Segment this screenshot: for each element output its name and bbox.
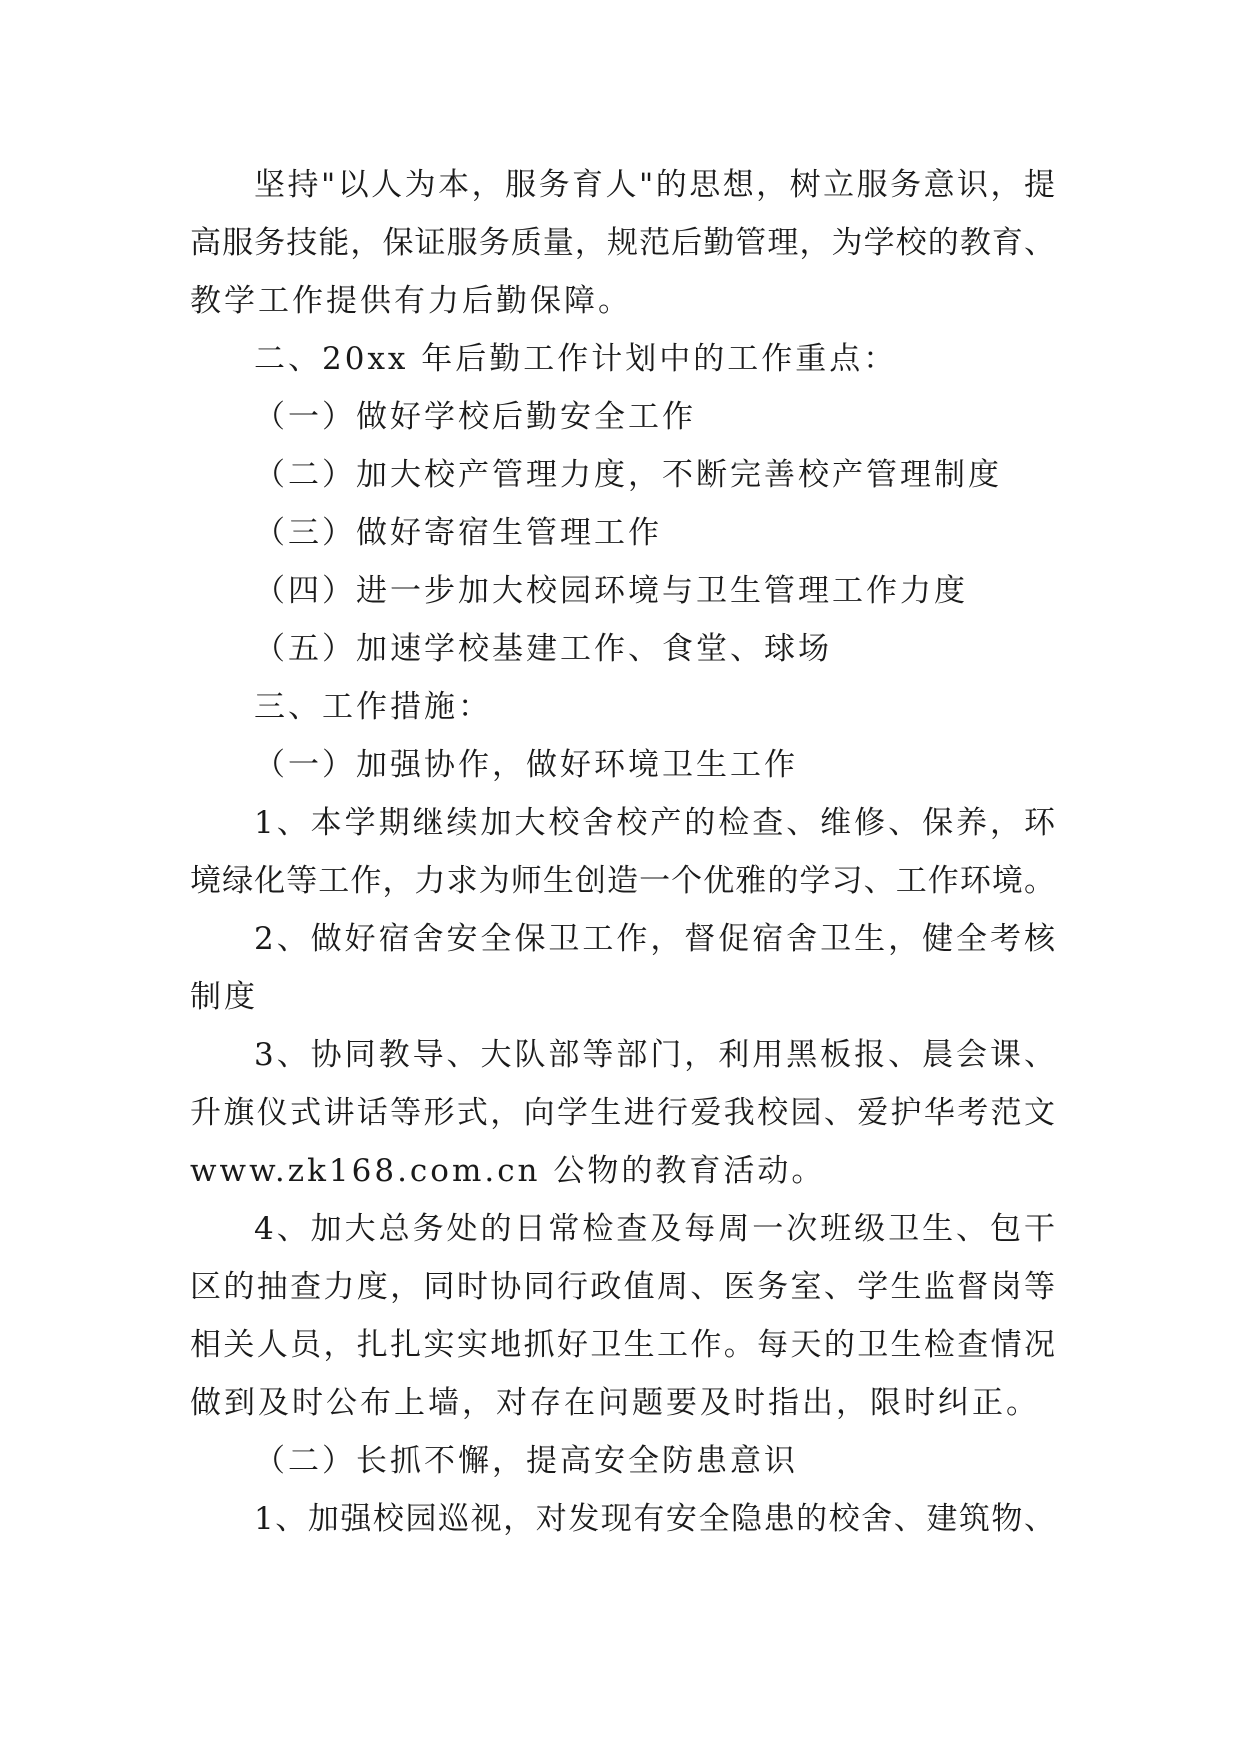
list-item: （五）加速学校基建工作、食堂、球场	[254, 631, 832, 667]
paragraph-line: 做到及时公布上墙，对存在问题要及时指出，限时纠正。	[190, 1385, 1040, 1421]
subsection-heading: （二）长抓不懈，提高安全防患意识	[254, 1443, 798, 1479]
section-heading: 三、工作措施：	[254, 689, 492, 725]
paragraph-line: 区的抽查力度，同时协同行政值周、医务室、学生监督岗等	[190, 1269, 1055, 1305]
list-item: （二）加大校产管理力度，不断完善校产管理制度	[254, 457, 1002, 493]
paragraph-line: 4、加大总务处的日常检查及每周一次班级卫生、包干	[254, 1211, 1055, 1247]
paragraph-line: 3、协同教导、大队部等部门，利用黑板报、晨会课、	[254, 1037, 1055, 1073]
paragraph-line: 制度	[190, 979, 258, 1015]
paragraph-line: 1、本学期继续加大校舍校产的检查、维修、保养，环	[254, 805, 1055, 841]
subsection-heading: （一）加强协作，做好环境卫生工作	[254, 747, 798, 783]
list-item: （四）进一步加大校园环境与卫生管理工作力度	[254, 573, 968, 609]
paragraph-line: 1、加强校园巡视，对发现有安全隐患的校舍、建筑物、	[254, 1501, 1055, 1537]
paragraph-line: 高服务技能，保证服务质量，规范后勤管理，为学校的教育、	[190, 225, 1055, 261]
paragraph-line: www.zk168.com.cn 公物的教育活动。	[190, 1153, 826, 1189]
document-body	[190, 156, 1055, 1548]
list-item: （一）做好学校后勤安全工作	[254, 399, 696, 435]
paragraph-line: 坚持"以人为本，服务育人"的思想，树立服务意识，提	[254, 167, 1055, 203]
list-item: （三）做好寄宿生管理工作	[254, 515, 662, 551]
paragraph-line: 升旗仪式讲话等形式，向学生进行爱我校园、爱护华考范文	[190, 1095, 1055, 1131]
paragraph-line: 相关人员，扎扎实实地抓好卫生工作。每天的卫生检查情况	[190, 1327, 1055, 1363]
paragraph-line: 教学工作提供有力后勤保障。	[190, 283, 632, 319]
paragraph-line: 2、做好宿舍安全保卫工作，督促宿舍卫生，健全考核	[254, 921, 1055, 957]
section-heading: 二、20xx 年后勤工作计划中的工作重点：	[254, 341, 898, 377]
paragraph-line: 境绿化等工作，力求为师生创造一个优雅的学习、工作环境。	[190, 863, 1055, 899]
